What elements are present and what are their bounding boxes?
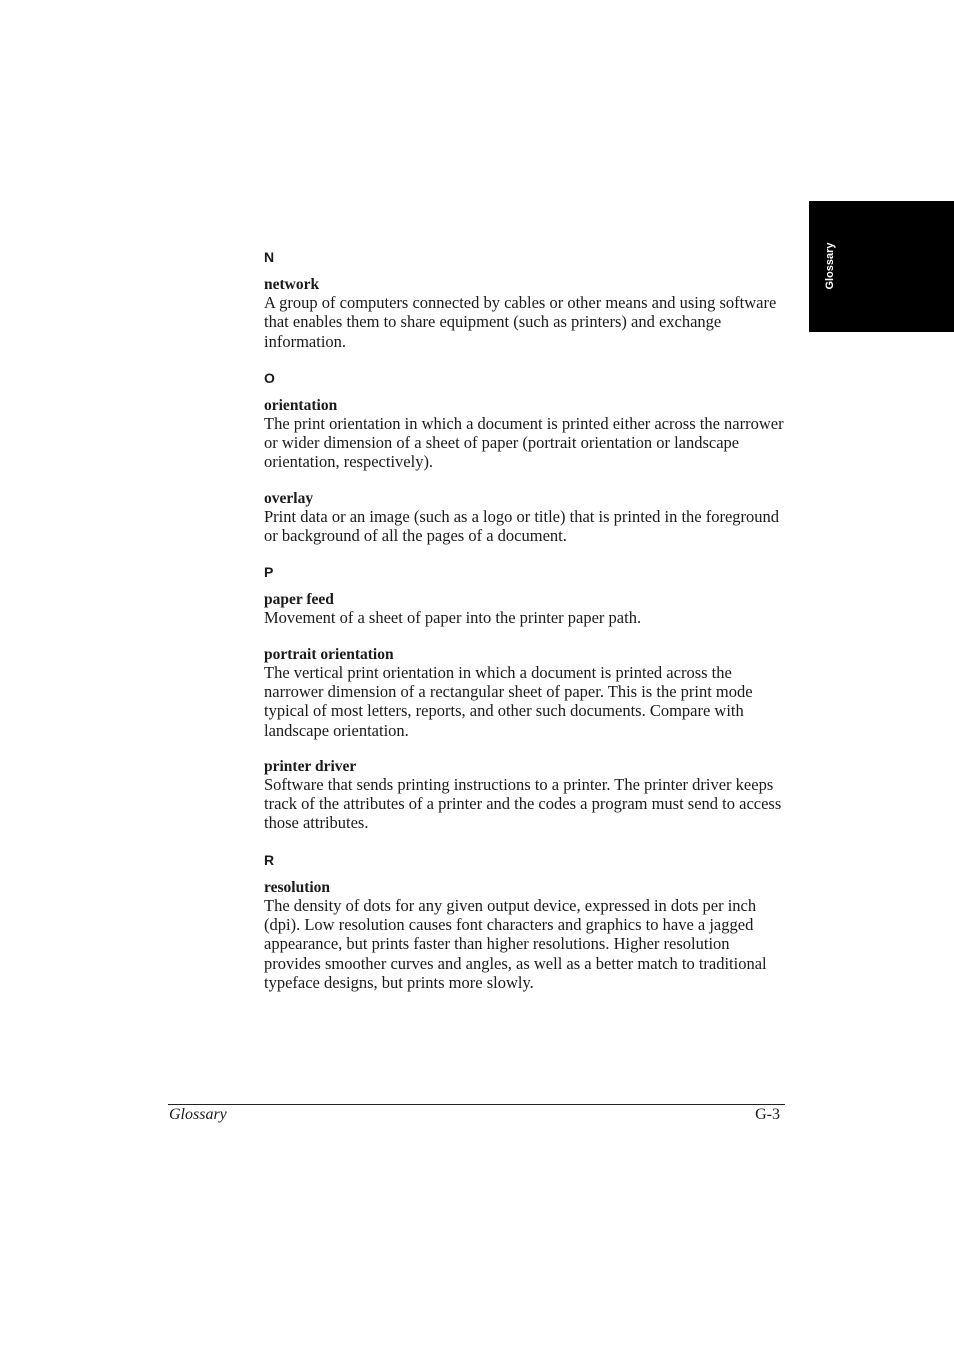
footer-page-number: G-3 <box>755 1106 780 1123</box>
section-letter: P <box>264 564 274 581</box>
section-letter: O <box>264 369 275 386</box>
glossary-term: resolution <box>264 878 331 896</box>
glossary-entry-resolution <box>264 879 786 992</box>
glossary-entry-paper-feed <box>264 591 786 627</box>
glossary-term: network <box>264 276 320 293</box>
section-letter: N <box>264 249 275 265</box>
glossary-content <box>264 248 786 1010</box>
glossary-definition: Movement of a sheet of paper into the printer paper path. <box>264 608 642 628</box>
glossary-term: overlay <box>264 489 314 507</box>
glossary-section-o <box>264 369 786 545</box>
glossary-section-r <box>264 851 786 992</box>
glossary-definition: The density of dots for any given output device, expressed in dots per inch (dpi). Low resolution causes font characters and graphics to have a jagged appearance, but prints faster than higher resolutions. Higher resolution provides smoother curves and angles, as well as a better match to traditional typeface designs, but prints more slowly. <box>264 895 767 992</box>
glossary-definition: A group of computers connected by cables or other means and using software that enables them to share equipment (such as printers) and exchange information. <box>264 293 777 351</box>
glossary-entry-portrait-orientation <box>264 646 786 740</box>
glossary-definition: The vertical print orientation in which a document is printed across the narrower dimension of a rectangular sheet of paper. This is the print mode typical of most letters, reports, and other such documents. Compare with landscape orientation. <box>264 662 753 740</box>
glossary-section-p <box>264 563 786 832</box>
glossary-entry-orientation <box>264 397 786 472</box>
glossary-definition: Print data or an image (such as a logo or title) that is printed in the foreground or background of all the pages of a document. <box>264 506 780 546</box>
chapter-tab-label: Glossary <box>824 242 836 290</box>
glossary-section-n <box>264 248 786 351</box>
glossary-entry-overlay <box>264 490 786 546</box>
glossary-term: portrait orientation <box>264 645 394 663</box>
glossary-definition: The print orientation in which a document is printed either across the narrower or wider dimension of a sheet of paper (portrait orientation or landscape orientation, respectively). <box>264 413 784 472</box>
glossary-term: printer driver <box>264 757 357 775</box>
glossary-definition: Software that sends printing instructions to a printer. The printer driver keeps track of the attributes of a printer and the codes a program must send to access those attributes. <box>264 774 782 833</box>
glossary-entry-printer-driver <box>264 758 786 833</box>
glossary-entry-network <box>264 276 786 351</box>
footer-divider <box>168 1104 785 1105</box>
footer-section-name: Glossary <box>169 1106 227 1123</box>
section-letter: R <box>264 851 275 868</box>
glossary-term: orientation <box>264 396 338 414</box>
glossary-term: paper feed <box>264 591 334 609</box>
